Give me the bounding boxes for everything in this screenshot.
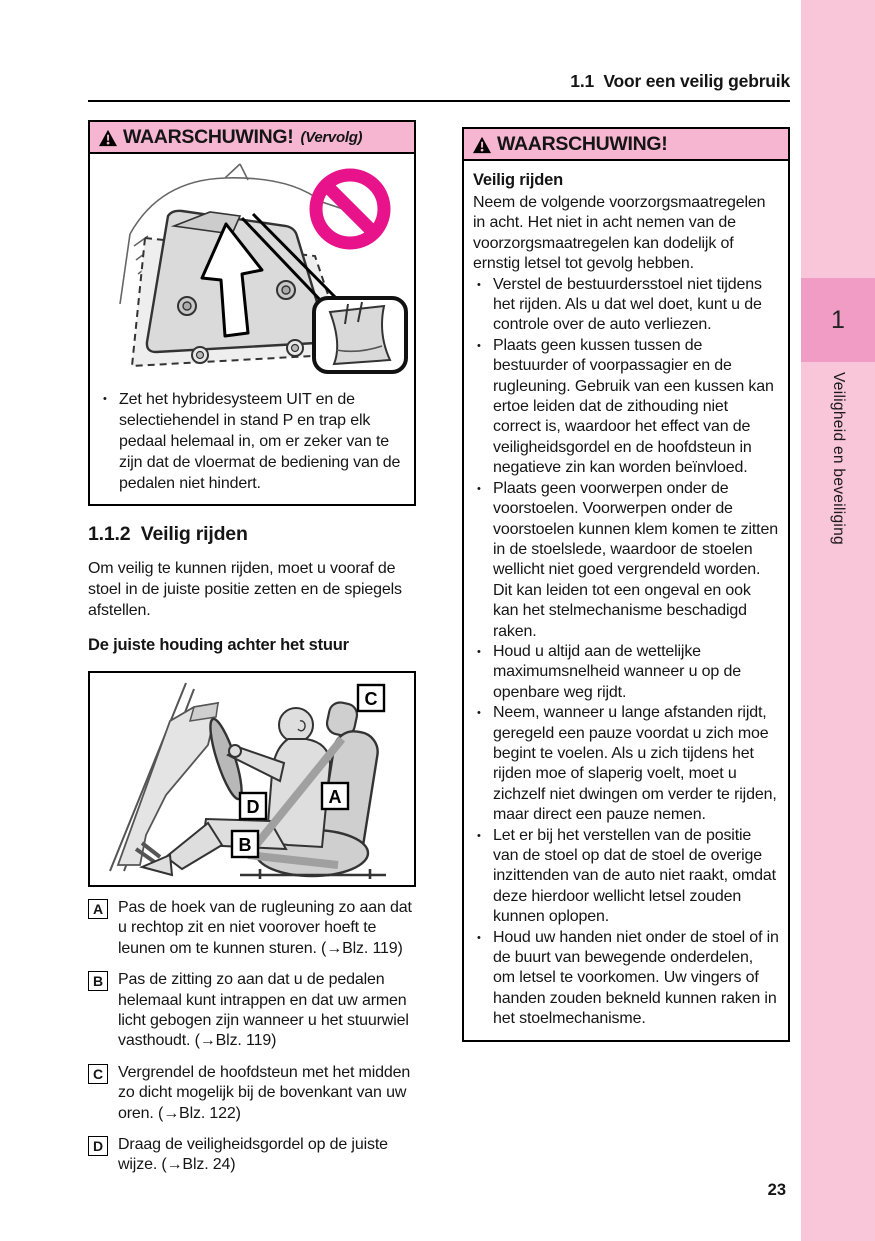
- floormat-illustration: [90, 154, 414, 378]
- page-number: 23: [767, 1181, 786, 1199]
- figure-label-a: A: [328, 787, 342, 807]
- warning-bullet: • Plaats geen voorwerpen onder de voorstoelen. Voorwerpen onder de voorstoelen kunnen klem komen te zitten in de stoelslede, waardoor de stoelen wellicht niet goed vergrendeld worden. Dit kan leiden tot een ongeval en ook kan het stelmechanisme beschadigd raken.: [473, 479, 779, 642]
- warning-title-suffix: (Vervolg): [300, 129, 363, 146]
- warning-subtitle: Veilig rijden: [473, 171, 564, 189]
- item-text: Pas de zitting zo aan dat u de pedalen helemaal kunt intrappen en dat uw armen licht gebogen zijn wanneer u het stuurwiel vasthoudt. (→Blz. 119): [118, 971, 409, 1050]
- warning-bullet: • Zet het hybridesysteem UIT en de selectiehendel in stand P en trap elk pedaal helemaal in, om er zeker van te zijn dat de vloermat de bediening van de pedalen niet hindert.: [99, 389, 405, 494]
- warning-bullet: • Houd uw handen niet onder de stoel of in de buurt van bewegende onderdelen, om letsel te voorkomen. Uw vingers of handen zouden bekneld kunnen raken in het stoelmechanisme.: [473, 928, 779, 1030]
- warning-bullet: • Neem, wanneer u lange afstanden rijdt, geregeld een pauze voordat u zich moe begint te voelen. Als u zich tijdens het rijden moe of slaperig voelt, moet u zichzelf niet dwingen om verder te rijden, maar direct een pauze nemen.: [473, 703, 779, 825]
- warning-title: WAARSCHUWING!: [497, 133, 668, 155]
- page-header: 1.1 Voor een veilig gebruik: [570, 71, 790, 91]
- prohibition-icon: [316, 175, 384, 243]
- section-heading: 1.1.2 Veilig rijden: [88, 523, 248, 545]
- section-intro: Om veilig te kunnen rijden, moet u vooraf de stoel in de juiste positie zetten en de spiegels afstellen.: [88, 560, 402, 619]
- floormat-figure: [90, 154, 414, 383]
- warning-box-veilig-rijden: [462, 127, 790, 1042]
- figure-label-c: C: [364, 689, 378, 709]
- warning-title: WAARSCHUWING!: [123, 126, 294, 148]
- warning-bullet: • Plaats geen kussen tussen de bestuurder of voorpassagier en de rugleuning. Gebruik van een kussen kan ertoe leiden dat de zithouding niet correct is, waardoor het effect van de veiligheidsgordel en de hoofdsteun in negatieve zin kan worden beïnvloed.: [473, 336, 779, 479]
- warning-bullet: • Houd u altijd aan de wettelijke maximumsnelheid wanneer u op de openbare weg rijdt.: [473, 642, 779, 703]
- warning-body: [90, 383, 414, 504]
- item-label-box: C: [88, 1064, 108, 1084]
- warning-box-vervolg: [88, 120, 416, 506]
- left-column: [88, 120, 416, 1176]
- figure-label-d: D: [246, 797, 260, 817]
- warning-triangle-icon: [98, 129, 118, 147]
- item-text: Draag de veiligheidsgordel op de juiste wijze. (→Blz. 24): [118, 1136, 388, 1174]
- posture-item-c: [88, 1063, 416, 1124]
- warning-body: [464, 161, 788, 1040]
- item-label-box: B: [88, 971, 108, 991]
- item-label-box: A: [88, 899, 108, 919]
- posture-item-list: [88, 898, 416, 1176]
- item-text: Pas de hoek van de rugleuning zo aan dat u rechtop zit en niet voorover hoeft te leunen om te kunnen sturen. (→Blz. 119): [118, 899, 412, 957]
- posture-item-b: [88, 970, 416, 1052]
- item-text: Vergrendel de hoofdsteun met het midden zo dicht mogelijk bij de bovenkant van uw oren. (→Blz. 122): [118, 1063, 411, 1122]
- header-rule: [88, 100, 790, 102]
- warning-bullet-list: [473, 275, 779, 1030]
- figure-label-b: B: [238, 835, 252, 855]
- warning-intro: Neem de volgende voorzorgsmaatregelen in acht. Het niet in acht nemen van de voorzorgsmaatregelen kan dodelijk of ernstig letsel tot gevolg hebben.: [473, 194, 766, 273]
- driving-posture-illustration: [90, 673, 414, 885]
- chapter-number-tab: [801, 278, 875, 362]
- warning-header: [90, 122, 414, 154]
- section-subheading: De juiste houding achter het stuur: [88, 636, 349, 654]
- chapter-title-wrap: [801, 372, 875, 632]
- warning-bullet: • Let er bij het verstellen van de positie van de stoel op dat de stoel de overige inzittenden van de auto niet raakt, omdat deze hierdoor wellicht letsel zouden kunnen oplopen.: [473, 826, 779, 928]
- warning-header: [464, 129, 788, 161]
- warning-bullet: • Verstel de bestuurdersstoel niet tijdens het rijden. Als u dat wel doet, kunt u de controle over de auto verliezen.: [473, 275, 779, 336]
- chapter-title-vertical: Veiligheid en beveiliging: [830, 372, 847, 545]
- item-label-box: D: [88, 1136, 108, 1156]
- posture-item-d: [88, 1135, 416, 1176]
- posture-item-a: [88, 898, 416, 959]
- warning-bullet-list: [99, 389, 405, 494]
- pedal-inset: [314, 298, 406, 372]
- right-column: [462, 127, 790, 1042]
- warning-triangle-icon: [472, 136, 492, 154]
- driving-posture-figure: [88, 671, 416, 887]
- chapter-number: 1: [831, 305, 845, 334]
